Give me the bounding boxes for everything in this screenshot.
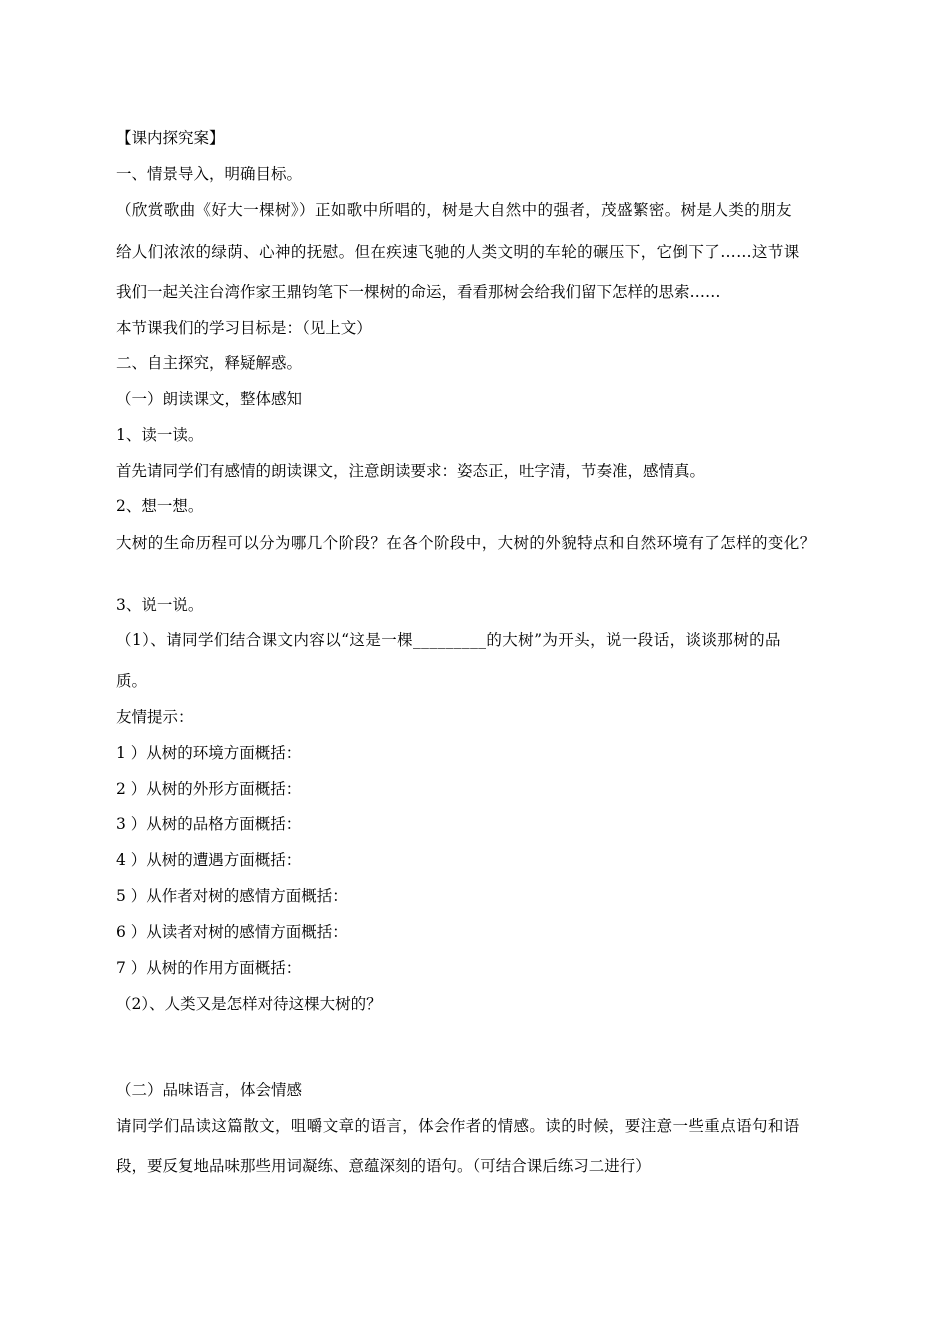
speak-task-line-1: （1）、请同学们结合课文内容以“这是一棵_________的大树”为开头，说一段话，谈谈那树的品 <box>116 631 781 649</box>
speak-task-line-2: 质。 <box>116 672 148 690</box>
subsection-one-heading: （一）朗读课文，整体感知 <box>116 390 303 408</box>
hint-item-4: 4 ）从树的遭遇方面概括： <box>116 851 302 869</box>
intro-paragraph-line-2: 给人们浓浓的绿荫、心神的抚慰。但在疾速飞驰的人类文明的车轮的碾压下，它倒下了……这节课 <box>116 243 800 261</box>
intro-paragraph-line-3: 我们一起关注台湾作家王鼎钧笔下一棵树的命运，看看那树会给我们留下怎样的思索…… <box>116 283 721 301</box>
step-think-heading: 2、想一想。 <box>116 497 204 515</box>
hint-item-2: 2 ）从树的外形方面概括： <box>116 780 302 798</box>
speak-task-2-line: （2）、人类又是怎样对待这棵大树的？ <box>116 995 382 1013</box>
part-one-heading: 一、情景导入，明确目标。 <box>116 165 303 183</box>
step-speak-heading: 3、说一说。 <box>116 596 204 614</box>
hint-item-7: 7 ）从树的作用方面概括： <box>116 959 302 977</box>
hint-item-6: 6 ）从读者对树的感情方面概括： <box>116 923 348 941</box>
step-read-heading: 1、读一读。 <box>116 426 204 444</box>
hint-item-5: 5 ）从作者对树的感情方面概括： <box>116 887 348 905</box>
think-question-line: 大树的生命历程可以分为哪几个阶段？在各个阶段中，大树的外貌特点和自然环境有了怎样的变化？ <box>116 534 816 552</box>
intro-paragraph-line-1: （欣赏歌曲《好大一棵树》）正如歌中所唱的，树是大自然中的强者，茂盛繁密。树是人类的朋友 <box>116 201 792 219</box>
hint-item-1: 1 ）从树的环境方面概括： <box>116 744 302 762</box>
language-paragraph-line-1: 请同学们品读这篇散文，咀嚼文章的语言，体会作者的情感。读的时候，要注意一些重点语句和语 <box>116 1117 800 1135</box>
section-heading: 【课内探究案】 <box>116 129 225 147</box>
part-two-heading: 二、自主探究，释疑解惑。 <box>116 354 303 372</box>
hint-item-3: 3 ）从树的品格方面概括： <box>116 815 302 833</box>
language-paragraph-line-2: 段，要反复地品味那些用词凝练、意蕴深刻的语句。（可结合课后练习二进行） <box>116 1157 651 1175</box>
learning-goals-line: 本节课我们的学习目标是：（见上文） <box>116 319 372 337</box>
subsection-two-heading: （二）品味语言，体会情感 <box>116 1081 303 1099</box>
reading-requirements-line: 首先请同学们有感情的朗读课文，注意朗读要求：姿态正，吐字清，节奏准，感情真。 <box>116 462 706 480</box>
hints-heading: 友情提示： <box>116 708 194 726</box>
